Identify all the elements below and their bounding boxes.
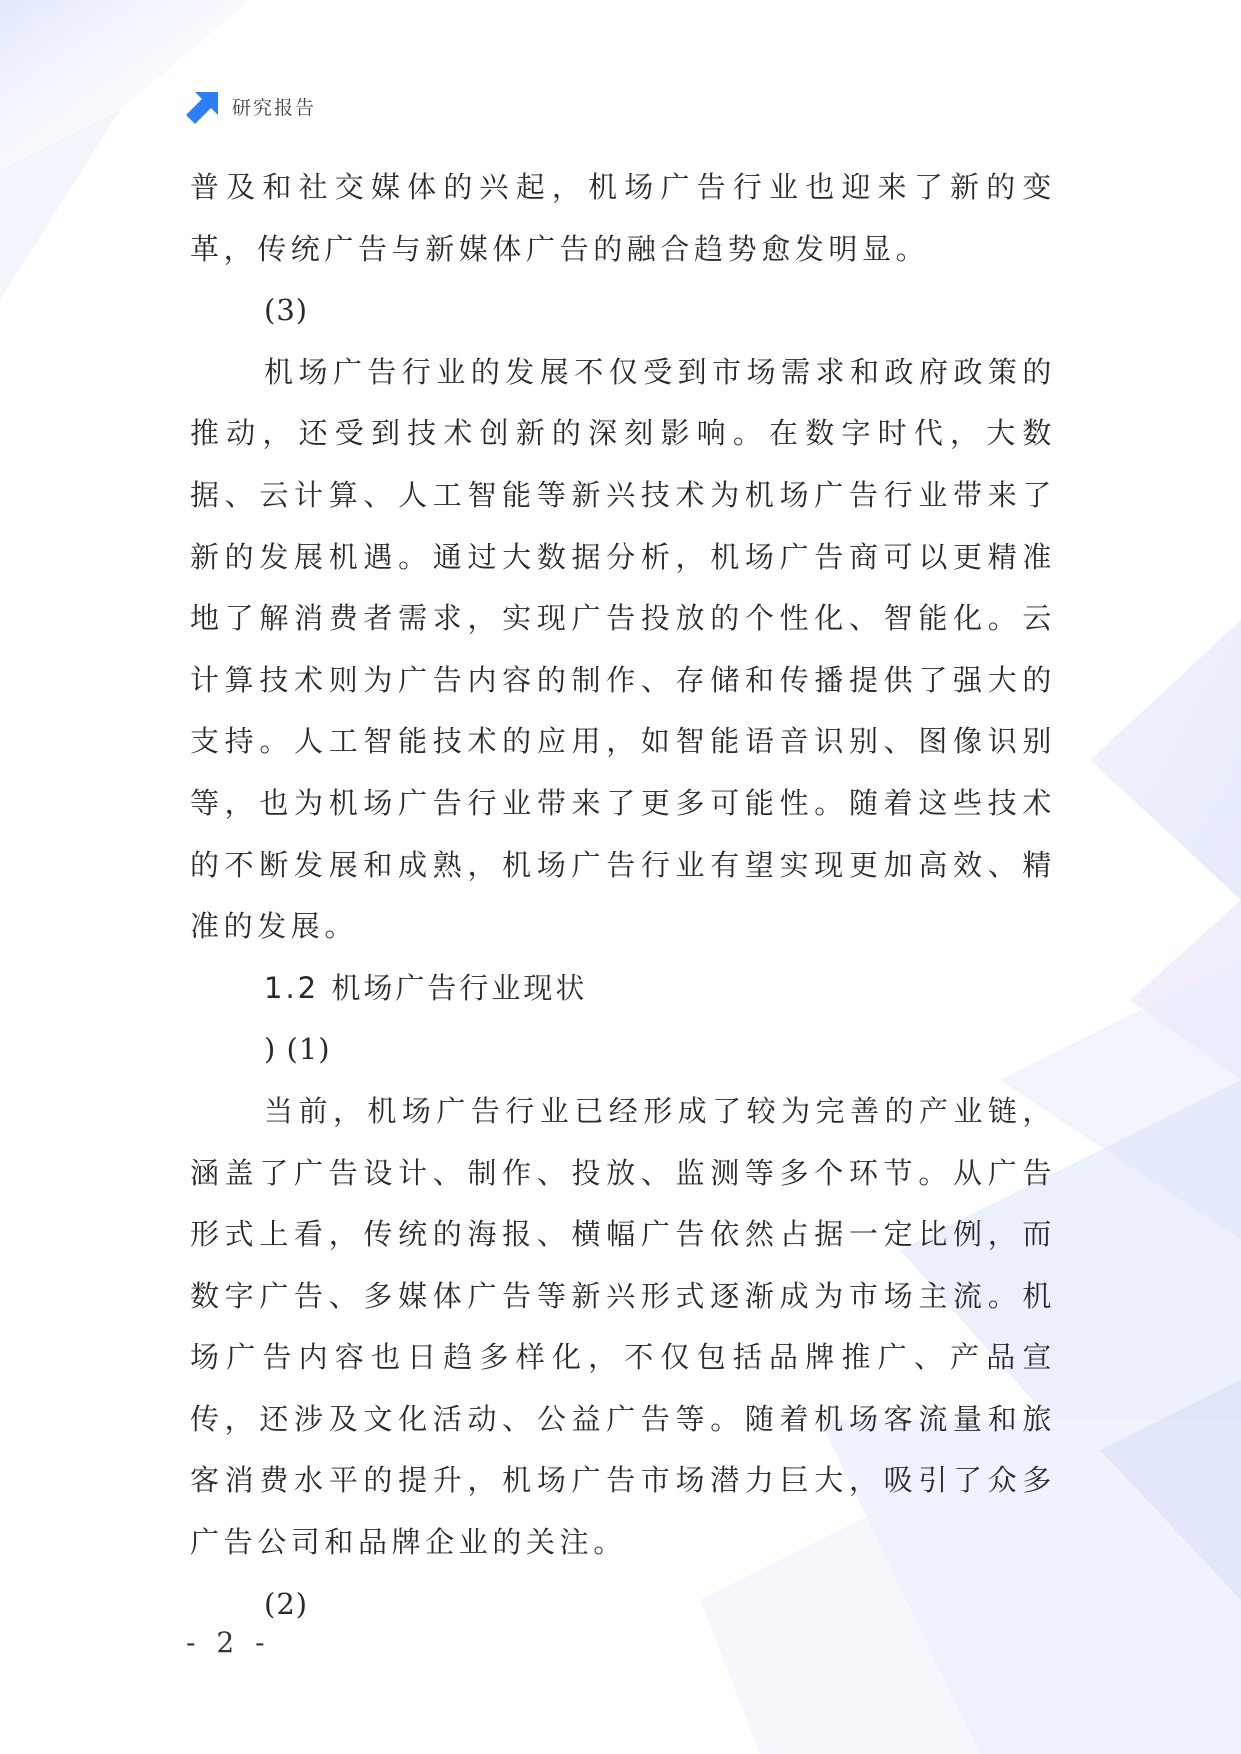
paragraph-status: 当前，机场广告行业已经形成了较为完善的产业链，涵盖了广告设计、制作、投放、监测等多个环节。从广告形式上看，传统的海报、横幅广告依然占据一定比例，而数字广告、多媒体广告等新兴形式逐渐成为市场主流。机场广告内容也日趋多样化，不仅包括品牌推广、产品宣传，还涉及文化活动、公益广告等。随着机场客流量和旅客消费水平的提升，机场广告市场潜力巨大，吸引了众多广告公司和品牌企业的关注。 bbox=[190, 1093, 1056, 1560]
list-marker-3: (3) bbox=[264, 293, 309, 328]
paragraph-technology: 机场广告行业的发展不仅受到市场需求和政府政策的推动，还受到技术创新的深刻影响。在数字时代，大数据、云计算、人工智能等新兴技术为机场广告行业带来了新的发展机遇。通过大数据分析，机场广告商可以更精准地了解消费者需求，实现广告投放的个性化、智能化。云计算技术则为广告内容的制作、存储和传播提供了强大的支持。人工智能技术的应用，如智能语音识别、图像识别等，也为机场广告行业带来了更多可能性。随着这些技术的不断发展和成熟，机场广告行业有望实现更加高效、精准的发展。 bbox=[190, 354, 1056, 944]
section-heading: 1.2 机场广告行业现状 bbox=[264, 970, 588, 1005]
paragraph-continuation: 普及和社交媒体的兴起，机场广告行业也迎来了新的变革，传统广告与新媒体广告的融合趋势愈发明显。 bbox=[190, 170, 1056, 266]
list-marker-1: ) (1) bbox=[264, 1032, 331, 1067]
list-marker-2: (2) bbox=[264, 1586, 309, 1621]
header-title: 研究报告 bbox=[232, 96, 317, 119]
header bbox=[186, 87, 316, 125]
page-number: - 2 - bbox=[186, 1626, 271, 1659]
body-text bbox=[190, 157, 1056, 1635]
arrow-up-right-icon bbox=[186, 88, 222, 124]
